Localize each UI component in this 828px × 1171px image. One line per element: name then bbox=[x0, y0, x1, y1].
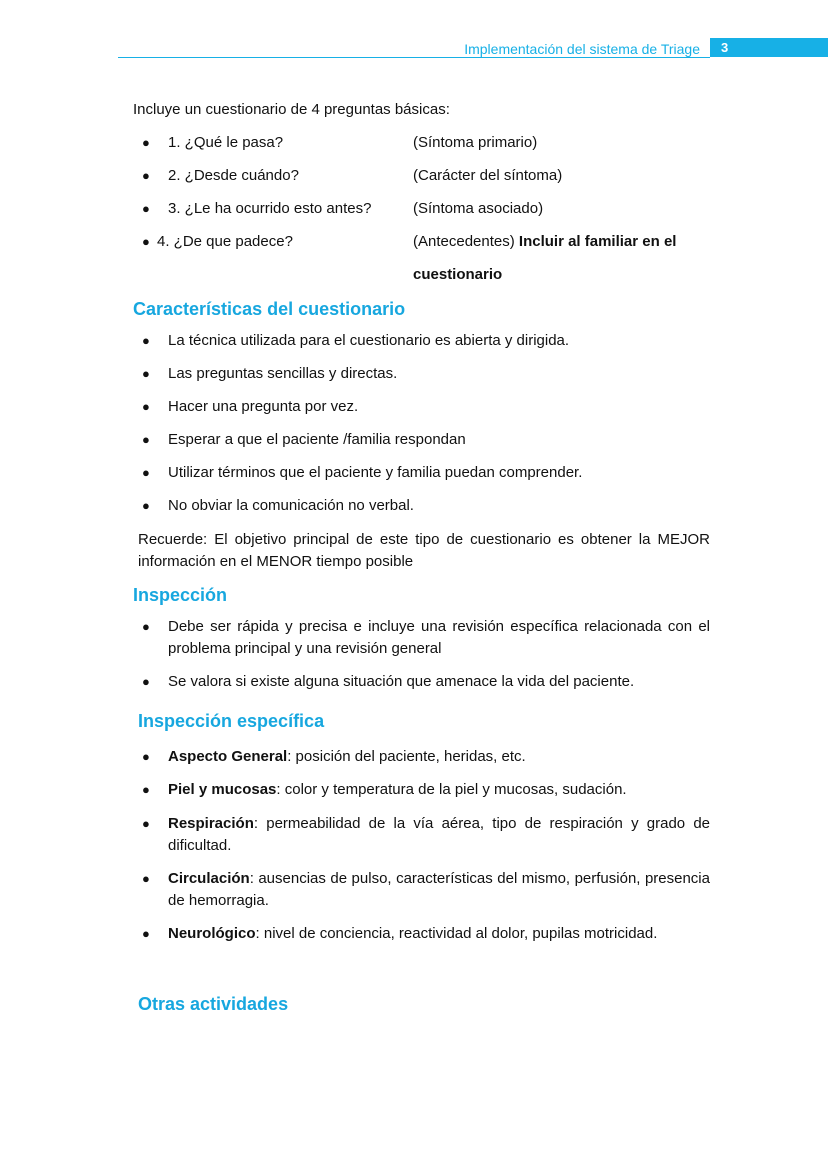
term-description: : color y temperatura de la piel y mucosas, sudación. bbox=[276, 781, 627, 798]
question-2-type: (Carácter del síntoma) bbox=[413, 167, 563, 184]
list-item-cont: problema principal y una revisión general bbox=[168, 640, 442, 657]
bullet-icon: ● bbox=[142, 674, 150, 689]
list-item-cont: dificultad. bbox=[168, 837, 232, 854]
reminder-line-2: información en el MENOR tiempo posible bbox=[138, 553, 414, 570]
term: Piel y mucosas bbox=[168, 781, 277, 798]
bullet-icon: ● bbox=[142, 366, 150, 381]
term: Respiración bbox=[168, 815, 254, 832]
section-heading: Inspección específica bbox=[138, 711, 325, 731]
question-4: 4. ¿De que padece? bbox=[157, 233, 293, 250]
question-2: 2. ¿Desde cuándo? bbox=[168, 167, 299, 184]
bullet-icon: ● bbox=[142, 498, 150, 513]
bullet-icon: ● bbox=[142, 135, 150, 150]
bullet-icon: ● bbox=[142, 201, 150, 216]
list-item-cont: de hemorragia. bbox=[168, 892, 269, 909]
list-item bbox=[168, 813, 710, 835]
list-item bbox=[168, 923, 657, 945]
bullet-icon: ● bbox=[142, 816, 150, 831]
bullet-icon: ● bbox=[142, 399, 150, 414]
reminder-line-1: Recuerde: El objetivo principal de este tipo de cuestionario es obtener la MEJOR bbox=[138, 531, 710, 548]
page-header bbox=[118, 38, 828, 58]
list-item bbox=[168, 779, 627, 801]
question-4-note-cont: cuestionario bbox=[413, 266, 503, 283]
list-item bbox=[168, 868, 710, 890]
header-rule bbox=[118, 57, 710, 58]
header-title: Implementación del sistema de Triage bbox=[464, 41, 700, 57]
list-item: Debe ser rápida y precisa e incluye una revisión específica relacionada con el bbox=[168, 618, 710, 635]
term-description: : ausencias de pulso, características del mismo, perfusión, presencia bbox=[249, 870, 710, 887]
section-heading: Características del cuestionario bbox=[133, 299, 406, 319]
bullet-icon: ● bbox=[142, 168, 150, 183]
section-heading: Inspección bbox=[133, 585, 228, 605]
list-item bbox=[168, 746, 526, 768]
term: Aspecto General bbox=[168, 748, 288, 765]
term: Circulación bbox=[168, 870, 250, 887]
question-1: 1. ¿Qué le pasa? bbox=[168, 134, 284, 151]
bullet-icon: ● bbox=[142, 234, 150, 249]
list-item: Esperar a que el paciente /familia respondan bbox=[168, 431, 466, 448]
bullet-icon: ● bbox=[142, 619, 150, 634]
list-item: Hacer una pregunta por vez. bbox=[168, 398, 359, 415]
question-3-type: (Síntoma asociado) bbox=[413, 200, 544, 217]
bullet-icon: ● bbox=[142, 749, 150, 764]
question-4-type-label: (Antecedentes) bbox=[413, 233, 515, 250]
section-heading: Otras actividades bbox=[138, 994, 289, 1014]
list-item: Las preguntas sencillas y directas. bbox=[168, 365, 398, 382]
list-item: Se valora si existe alguna situación que amenace la vida del paciente. bbox=[168, 673, 635, 690]
question-1-type: (Síntoma primario) bbox=[413, 134, 538, 151]
term: Neurológico bbox=[168, 925, 256, 942]
bullet-icon: ● bbox=[142, 333, 150, 348]
list-item: La técnica utilizada para el cuestionario es abierta y dirigida. bbox=[168, 332, 570, 349]
list-item: No obviar la comunicación no verbal. bbox=[168, 497, 414, 514]
term-description: : posición del paciente, heridas, etc. bbox=[287, 748, 526, 765]
question-3: 3. ¿Le ha ocurrido esto antes? bbox=[168, 200, 372, 217]
question-4-type bbox=[413, 231, 676, 253]
term-description: : permeabilidad de la vía aérea, tipo de respiración y grado de bbox=[253, 815, 710, 832]
bullet-icon: ● bbox=[142, 782, 150, 797]
bullet-icon: ● bbox=[142, 871, 150, 886]
bullet-icon: ● bbox=[142, 432, 150, 447]
page-number: 3 bbox=[710, 38, 828, 57]
list-item: Utilizar términos que el paciente y familia puedan comprender. bbox=[168, 464, 583, 481]
term-description: : nivel de conciencia, reactividad al dolor, pupilas motricidad. bbox=[255, 925, 658, 942]
bullet-icon: ● bbox=[142, 926, 150, 941]
question-4-note: Incluir al familiar en el bbox=[518, 233, 677, 250]
bullet-icon: ● bbox=[142, 465, 150, 480]
intro-text: Incluye un cuestionario de 4 preguntas básicas: bbox=[133, 101, 450, 118]
